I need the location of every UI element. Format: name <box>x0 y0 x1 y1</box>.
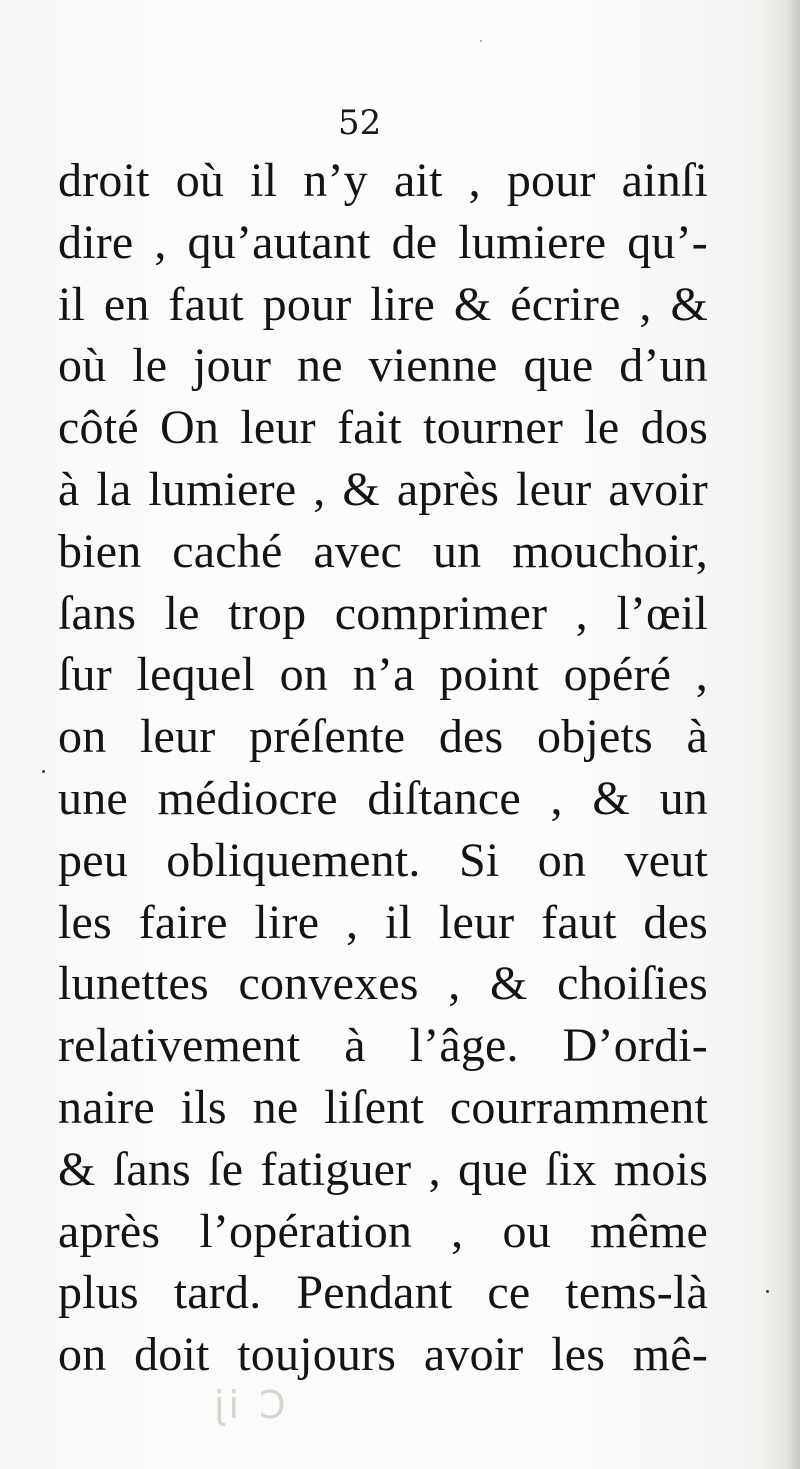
page-edge-shadow <box>760 0 800 1469</box>
text-line: ſur lequel on n’a point opéré , <box>58 648 708 702</box>
text-line: on leur préſente des objets à <box>58 710 708 764</box>
text-line: où le jour ne vienne que d’un <box>58 339 708 393</box>
text-line: il en faut pour lire & écrire , & <box>58 277 708 331</box>
text-line: à la lumiere , & après leur avoir <box>58 462 708 516</box>
page-number: 52 <box>338 103 382 143</box>
text-line: ſans le trop comprimer , l’œil <box>58 586 708 640</box>
text-line: côté On leur fait tourner le dos <box>58 401 708 455</box>
text-line: peu obliquement. Si on veut <box>58 833 708 887</box>
text-line: une médiocre diſtance , & un <box>58 771 708 825</box>
signature-mark-show-through: C ij <box>210 1383 286 1427</box>
text-line: & ſans ſe fatiguer , que ſix mois <box>58 1142 708 1196</box>
ink-speck <box>766 1290 769 1293</box>
text-line: les faire lire , il leur faut des <box>58 895 708 949</box>
text-line: plus tard. Pendant ce tems-là <box>58 1266 708 1320</box>
text-line: on doit toujours avoir les mê- <box>58 1328 708 1382</box>
text-line: lunettes convexes , & choiſies <box>58 957 708 1011</box>
text-line: droit où il n’y ait , pour ainſi <box>58 154 708 207</box>
text-line: bien caché avec un mouchoir, <box>58 524 708 578</box>
ink-speck <box>42 770 45 773</box>
text-line: dire , qu’autant de lumiere qu’- <box>58 215 708 269</box>
text-line: après l’opération , ou même <box>58 1204 708 1258</box>
body-text <box>58 150 708 1386</box>
text-line: naire ils ne liſent courramment <box>58 1080 708 1134</box>
text-line: relativement à l’âge. D’ordi- <box>58 1019 708 1073</box>
ink-speck <box>480 40 482 42</box>
